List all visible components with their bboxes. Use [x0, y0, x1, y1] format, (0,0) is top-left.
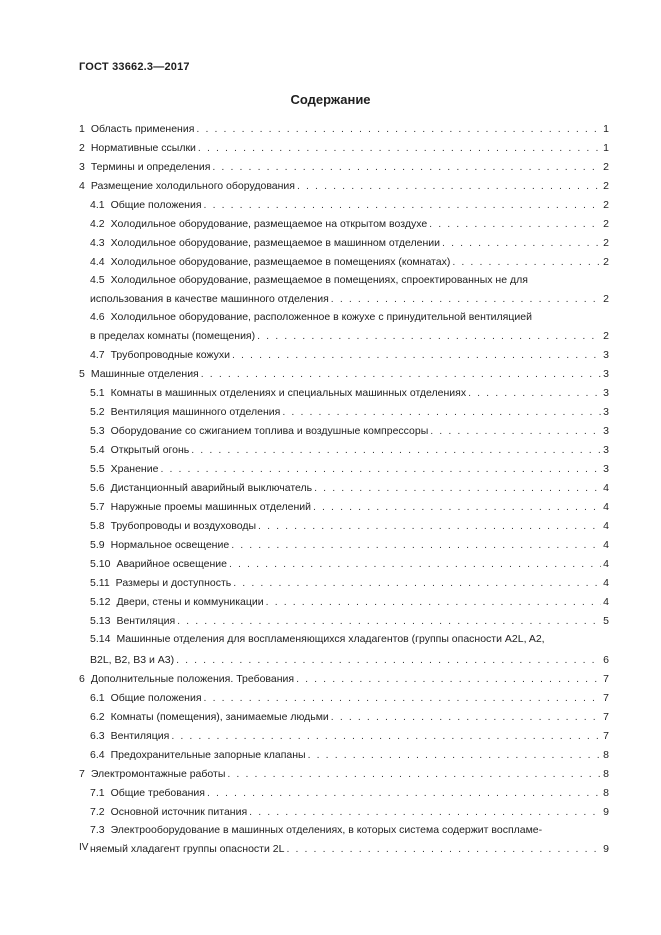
toc-entry-page: 5 — [603, 615, 609, 627]
toc-entry-title: Машинные отделения — [90, 368, 199, 380]
toc-entry — [79, 555, 609, 574]
toc-entry-line — [90, 654, 609, 666]
toc-entry-number: 4.6 — [90, 311, 105, 323]
toc-entry-title-continued: B2L, B2, B3 и A3) — [90, 654, 175, 666]
toc-entry-number: 4.4 — [90, 256, 105, 268]
toc-entry-title: Вентиляция машинного отделения — [110, 406, 281, 418]
toc-entry-title: Аварийное освещение — [116, 558, 227, 570]
toc-entry-page: 4 — [603, 520, 609, 532]
toc-entry-page: 4 — [603, 596, 609, 608]
toc-entry — [79, 631, 609, 670]
toc-entry-number: 3 — [79, 161, 85, 173]
toc-entry-page: 3 — [603, 444, 609, 456]
toc-entry-line — [90, 444, 609, 456]
dot-leader — [207, 787, 601, 799]
toc-entry-page: 1 — [603, 123, 609, 135]
dot-leader — [452, 256, 601, 268]
toc-entry-line — [90, 730, 609, 742]
toc-entry-title: Холодильное оборудование, размещаемое в помещениях, спроектированных не для — [110, 274, 528, 286]
toc-entry-page: 6 — [603, 654, 609, 666]
dot-leader — [282, 406, 601, 418]
toc-entry-line — [90, 843, 609, 855]
toc-entry-page: 4 — [603, 539, 609, 551]
toc-entry — [79, 139, 609, 158]
toc-entry — [79, 822, 609, 859]
toc-entry-number: 5.11 — [90, 577, 110, 589]
toc-entry-title: Размеры и доступность — [115, 577, 232, 589]
dot-leader — [204, 692, 602, 704]
toc-entry-title: Общие положения — [110, 199, 202, 211]
toc-entry-line — [90, 749, 609, 761]
toc-entry-page: 2 — [603, 237, 609, 249]
toc-entry-page: 4 — [603, 482, 609, 494]
toc-entry — [79, 746, 609, 765]
toc-entry-title: Нормативные ссылки — [90, 142, 196, 154]
toc-entry-number: 5.8 — [90, 520, 105, 532]
dot-leader — [314, 482, 601, 494]
toc-entry — [79, 670, 609, 689]
dot-leader — [249, 806, 601, 818]
toc-entry — [79, 441, 609, 460]
toc-entry-number: 6.4 — [90, 749, 105, 761]
toc-entry-page: 8 — [603, 768, 609, 780]
toc-entry-page: 4 — [603, 558, 609, 570]
dot-leader — [308, 749, 602, 761]
dot-leader — [171, 730, 601, 742]
toc-entry-line — [90, 349, 609, 361]
toc-entry-number: 5.12 — [90, 596, 111, 608]
toc-entry-number: 6.1 — [90, 692, 105, 704]
toc-entry — [79, 536, 609, 555]
toc-entry-line — [79, 768, 609, 780]
dot-leader — [297, 180, 601, 192]
toc-entry-number: 7.2 — [90, 806, 105, 818]
toc-entry — [79, 612, 609, 631]
toc-entry-title: Комнаты (помещения), занимаемые людьми — [110, 711, 329, 723]
toc-entry — [79, 196, 609, 215]
toc-entry-line — [90, 425, 609, 437]
toc-entry-number: 7.1 — [90, 787, 105, 799]
toc-entry-title: Размещение холодильного оборудования — [90, 180, 295, 192]
toc-entry-title: Дополнительные положения. Требования — [90, 673, 295, 685]
toc-entry-number: 5.5 — [90, 463, 105, 475]
toc-entry-line — [90, 711, 609, 723]
toc-entry-number: 5.6 — [90, 482, 105, 494]
toc-entry-page: 2 — [603, 293, 609, 305]
toc-entry-number: 4 — [79, 180, 85, 192]
toc-entry — [79, 234, 609, 253]
table-of-contents — [79, 120, 609, 859]
toc-entry-number: 4.3 — [90, 237, 105, 249]
toc-entry-title: Трубопроводы и воздуховоды — [110, 520, 257, 532]
toc-entry — [79, 460, 609, 479]
toc-entry-number: 4.2 — [90, 218, 105, 230]
dot-leader — [266, 596, 602, 608]
toc-entry — [79, 253, 609, 272]
toc-entry-title: Основной источник питания — [110, 806, 248, 818]
toc-entry-title: Трубопроводные кожухи — [110, 349, 230, 361]
toc-entry — [79, 120, 609, 139]
toc-entry-title: Холодильное оборудование, расположенное в кожухе с принудительной вентиляцией — [110, 311, 532, 323]
toc-entry-number: 5.10 — [90, 558, 111, 570]
dot-leader — [196, 123, 601, 135]
toc-entry-line — [90, 406, 609, 418]
dot-leader — [201, 368, 601, 380]
dot-leader — [257, 330, 601, 342]
toc-entry-line — [90, 199, 609, 211]
toc-entry-title: Предохранительные запорные клапаны — [110, 749, 306, 761]
toc-entry-page: 4 — [603, 577, 609, 589]
toc-entry-title: Электрооборудование в машинных отделениях, в которых система содержит воспламе- — [110, 824, 543, 836]
toc-entry-line — [90, 787, 609, 799]
dot-leader — [313, 501, 601, 513]
toc-entry-number: 6.3 — [90, 730, 105, 742]
toc-entry-title-continued: в пределах комнаты (помещения) — [90, 330, 256, 342]
toc-entry-page: 9 — [603, 806, 609, 818]
dot-leader — [191, 444, 601, 456]
toc-entry-title: Вентиляция — [116, 615, 176, 627]
toc-entry-page: 8 — [603, 749, 609, 761]
toc-entry — [79, 215, 609, 234]
toc-entry-line — [90, 256, 609, 268]
toc-entry-page: 4 — [603, 501, 609, 513]
toc-entry-number: 5 — [79, 368, 85, 380]
toc-entry-title-continued: няемый хладагент группы опасности 2L — [90, 843, 285, 855]
dot-leader — [331, 293, 601, 305]
toc-entry-title: Электромонтажные работы — [90, 768, 226, 780]
dot-leader — [258, 520, 601, 532]
toc-entry-title: Открытый огонь — [110, 444, 190, 456]
toc-entry-title: Двери, стены и коммуникации — [116, 596, 264, 608]
toc-entry-first-line — [90, 824, 542, 836]
toc-entry — [79, 384, 609, 403]
toc-entry-line — [79, 161, 609, 173]
toc-entry-page: 3 — [603, 368, 609, 380]
toc-entry-number: 5.14 — [90, 633, 111, 645]
toc-entry-line — [90, 387, 609, 399]
toc-entry-page: 2 — [603, 218, 609, 230]
toc-entry-number: 5.2 — [90, 406, 105, 418]
toc-entry-number: 6.2 — [90, 711, 105, 723]
toc-entry-page: 7 — [603, 711, 609, 723]
toc-entry-page: 2 — [603, 199, 609, 211]
dot-leader — [233, 577, 601, 589]
toc-entry-title: Комнаты в машинных отделениях и специальных машинных отделениях — [110, 387, 467, 399]
toc-entry-title-continued: использования в качестве машинного отделения — [90, 293, 329, 305]
toc-entry-line — [79, 142, 609, 154]
toc-entry-page: 2 — [603, 330, 609, 342]
toc-entry-line — [79, 368, 609, 380]
toc-entry-line — [90, 520, 609, 532]
toc-entry-title: Оборудование со сжиганием топлива и воздушные компрессоры — [110, 425, 429, 437]
toc-entry-line — [90, 501, 609, 513]
dot-leader — [204, 199, 602, 211]
toc-entry-line — [79, 180, 609, 192]
toc-entry — [79, 479, 609, 498]
page-title: Содержание — [290, 92, 371, 107]
dot-leader — [227, 768, 601, 780]
toc-entry-page: 3 — [603, 406, 609, 418]
toc-entry — [79, 177, 609, 196]
toc-entry-title: Вентиляция — [110, 730, 170, 742]
toc-entry-line — [90, 806, 609, 818]
toc-entry-page: 3 — [603, 463, 609, 475]
toc-entry-line — [90, 218, 609, 230]
toc-entry-line — [90, 558, 609, 570]
toc-entry-number: 5.7 — [90, 501, 105, 513]
toc-entry-title: Нормальное освещение — [110, 539, 230, 551]
toc-entry-line — [90, 330, 609, 342]
toc-entry-first-line — [90, 311, 532, 323]
toc-entry-title: Наружные проемы машинных отделений — [110, 501, 311, 513]
toc-entry-number: 4.5 — [90, 274, 105, 286]
toc-entry — [79, 765, 609, 784]
toc-entry-line — [90, 237, 609, 249]
toc-entry-title: Хранение — [110, 463, 159, 475]
toc-entry-page: 3 — [603, 387, 609, 399]
toc-entry-page: 9 — [603, 843, 609, 855]
toc-entry-title: Область применения — [90, 123, 195, 135]
toc-entry-page: 2 — [603, 180, 609, 192]
toc-entry-number: 5.13 — [90, 615, 111, 627]
dot-leader — [468, 387, 601, 399]
toc-entry — [79, 422, 609, 441]
dot-leader — [177, 615, 601, 627]
toc-entry — [79, 403, 609, 422]
dot-leader — [229, 558, 601, 570]
toc-entry — [79, 365, 609, 384]
toc-entry — [79, 517, 609, 536]
toc-entry-page: 2 — [603, 161, 609, 173]
toc-entry-line — [90, 596, 609, 608]
toc-entry-page: 7 — [603, 673, 609, 685]
toc-entry — [79, 498, 609, 517]
toc-entry-title: Дистанционный аварийный выключатель — [110, 482, 313, 494]
toc-entry-title: Машинные отделения для воспламеняющихся хладагентов (группы опасности A2L, A2, — [116, 633, 545, 645]
toc-entry-number: 7 — [79, 768, 85, 780]
toc-entry-line — [90, 692, 609, 704]
toc-entry-title: Общие положения — [110, 692, 202, 704]
toc-entry-number: 1 — [79, 123, 85, 135]
toc-entry-line — [90, 293, 609, 305]
toc-entry-line — [90, 539, 609, 551]
toc-entry-number: 6 — [79, 673, 85, 685]
toc-entry-title: Холодильное оборудование, размещаемое в помещениях (комнатах) — [110, 256, 451, 268]
toc-entry — [79, 803, 609, 822]
dot-leader — [430, 425, 601, 437]
toc-entry — [79, 708, 609, 727]
toc-entry-number: 2 — [79, 142, 85, 154]
toc-entry-number: 5.9 — [90, 539, 105, 551]
document-header: ГОСТ 33662.3—2017 — [79, 61, 190, 73]
toc-entry-number: 5.4 — [90, 444, 105, 456]
toc-entry — [79, 574, 609, 593]
dot-leader — [442, 237, 601, 249]
toc-entry-first-line — [90, 274, 528, 286]
toc-entry — [79, 158, 609, 177]
page-number: IV — [79, 842, 89, 853]
toc-entry-number: 4.1 — [90, 199, 105, 211]
toc-entry-page: 7 — [603, 730, 609, 742]
dot-leader — [231, 539, 601, 551]
dot-leader — [198, 142, 601, 154]
dot-leader — [331, 711, 601, 723]
dot-leader — [429, 218, 601, 230]
toc-entry — [79, 309, 609, 346]
toc-entry-line — [79, 123, 609, 135]
toc-entry-line — [79, 673, 609, 685]
toc-entry-line — [90, 482, 609, 494]
toc-entry-number: 5.1 — [90, 387, 105, 399]
toc-entry-title: Термины и определения — [90, 161, 211, 173]
dot-leader — [212, 161, 601, 173]
toc-entry-title: Холодильное оборудование, размещаемое на открытом воздухе — [110, 218, 428, 230]
toc-entry — [79, 272, 609, 309]
toc-entry-line — [90, 577, 609, 589]
dot-leader — [286, 843, 601, 855]
toc-entry-page: 2 — [603, 256, 609, 268]
toc-entry-first-line — [90, 633, 545, 645]
toc-entry-title: Холодильное оборудование, размещаемое в машинном отделении — [110, 237, 441, 249]
toc-entry-title: Общие требования — [110, 787, 205, 799]
toc-entry-page: 8 — [603, 787, 609, 799]
toc-entry — [79, 346, 609, 365]
toc-entry-number: 4.7 — [90, 349, 105, 361]
dot-leader — [296, 673, 601, 685]
dot-leader — [160, 463, 601, 475]
toc-entry — [79, 784, 609, 803]
toc-entry-number: 5.3 — [90, 425, 105, 437]
toc-entry — [79, 689, 609, 708]
toc-entry — [79, 593, 609, 612]
toc-entry-page: 1 — [603, 142, 609, 154]
toc-entry — [79, 727, 609, 746]
toc-entry-line — [90, 463, 609, 475]
toc-entry-page: 3 — [603, 349, 609, 361]
toc-entry-page: 3 — [603, 425, 609, 437]
toc-entry-page: 7 — [603, 692, 609, 704]
dot-leader — [176, 654, 601, 666]
dot-leader — [232, 349, 601, 361]
toc-entry-number: 7.3 — [90, 824, 105, 836]
toc-entry-line — [90, 615, 609, 627]
